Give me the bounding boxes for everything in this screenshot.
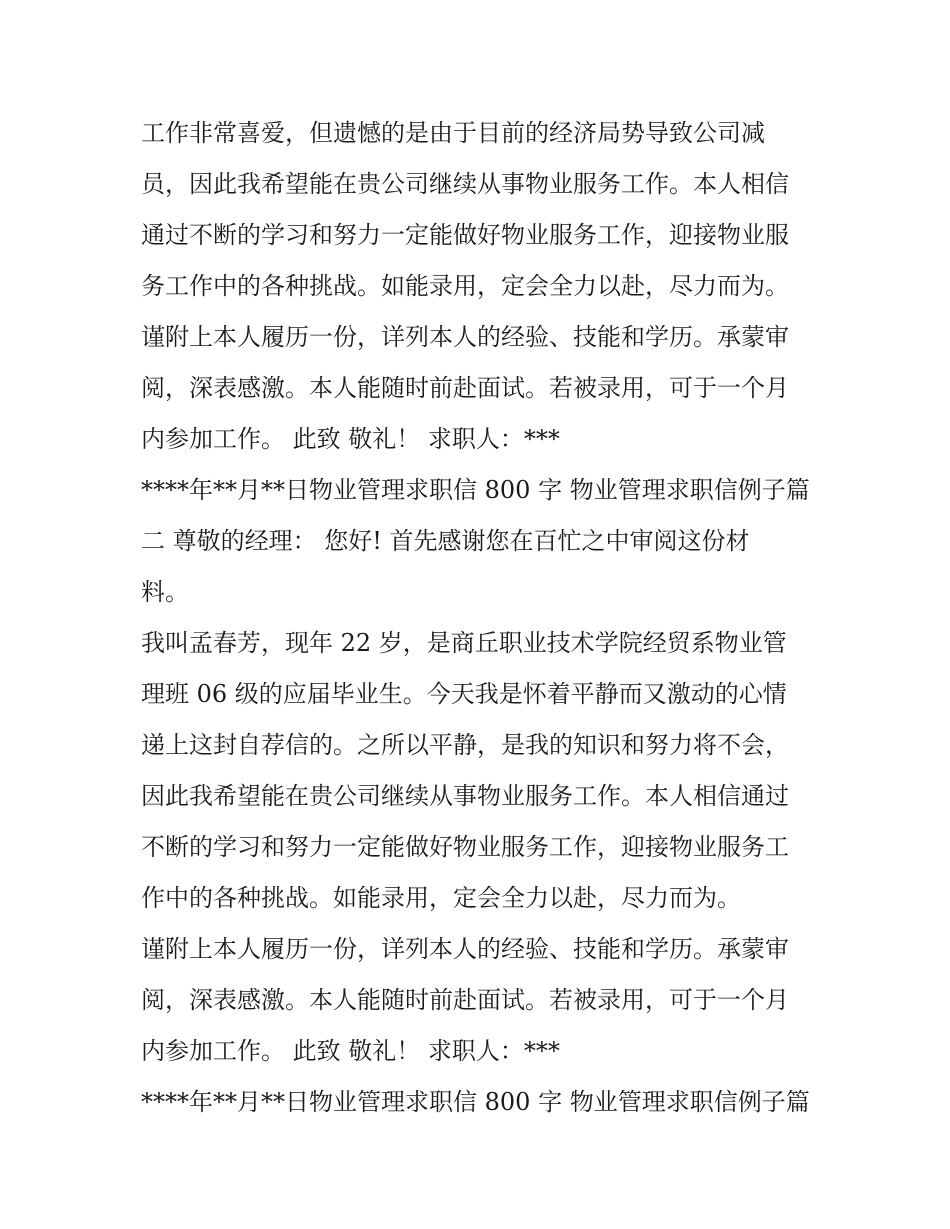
- text-line-7: 内参加工作。 此致 敬礼！ 求职人：***: [141, 425, 560, 453]
- text-line-10: 料。: [141, 578, 189, 606]
- text-line-8: ****年**月**日物业管理求职信 800 字 物业管理求职信例子篇: [141, 476, 810, 504]
- text-line-14: 因此我希望能在贵公司继续从事物业服务工作。本人相信通过: [141, 782, 789, 810]
- text-line-16: 作中的各种挑战。如能录用，定会全力以赴，尽力而为。: [141, 884, 741, 912]
- text-line-13: 递上这封自荐信的。之所以平静，是我的知识和努力将不会，: [141, 731, 789, 759]
- text-line-15: 不断的学习和努力一定能做好物业服务工作，迎接物业服务工: [141, 833, 789, 861]
- text-line-20: ****年**月**日物业管理求职信 800 字 物业管理求职信例子篇: [141, 1088, 810, 1116]
- text-line-6: 阅，深表感激。本人能随时前赴面试。若被录用，可于一个月: [141, 374, 789, 402]
- text-line-3: 通过不断的学习和努力一定能做好物业服务工作，迎接物业服: [141, 221, 789, 249]
- text-line-4: 务工作中的各种挑战。如能录用，定会全力以赴，尽力而为。: [141, 272, 789, 300]
- text-line-9: 二 尊敬的经理： 您好! 首先感谢您在百忙之中审阅这份材: [141, 527, 750, 555]
- text-line-17: 谨附上本人履历一份，详列本人的经验、技能和学历。承蒙审: [141, 935, 789, 963]
- document-body: [141, 108, 821, 1128]
- text-line-11: 我叫孟春芳，现年 22 岁，是商丘职业技术学院经贸系物业管: [141, 629, 787, 657]
- text-line-2: 员，因此我希望能在贵公司继续从事物业服务工作。本人相信: [141, 170, 789, 198]
- text-line-19: 内参加工作。 此致 敬礼！ 求职人：***: [141, 1037, 560, 1065]
- text-line-5: 谨附上本人履历一份，详列本人的经验、技能和学历。承蒙审: [141, 323, 789, 351]
- text-line-12: 理班 06 级的应届毕业生。今天我是怀着平静而又激动的心情: [141, 680, 787, 708]
- text-line-18: 阅，深表感激。本人能随时前赴面试。若被录用，可于一个月: [141, 986, 789, 1014]
- text-line-1: 工作非常喜爱，但遗憾的是由于目前的经济局势导致公司减: [141, 119, 765, 147]
